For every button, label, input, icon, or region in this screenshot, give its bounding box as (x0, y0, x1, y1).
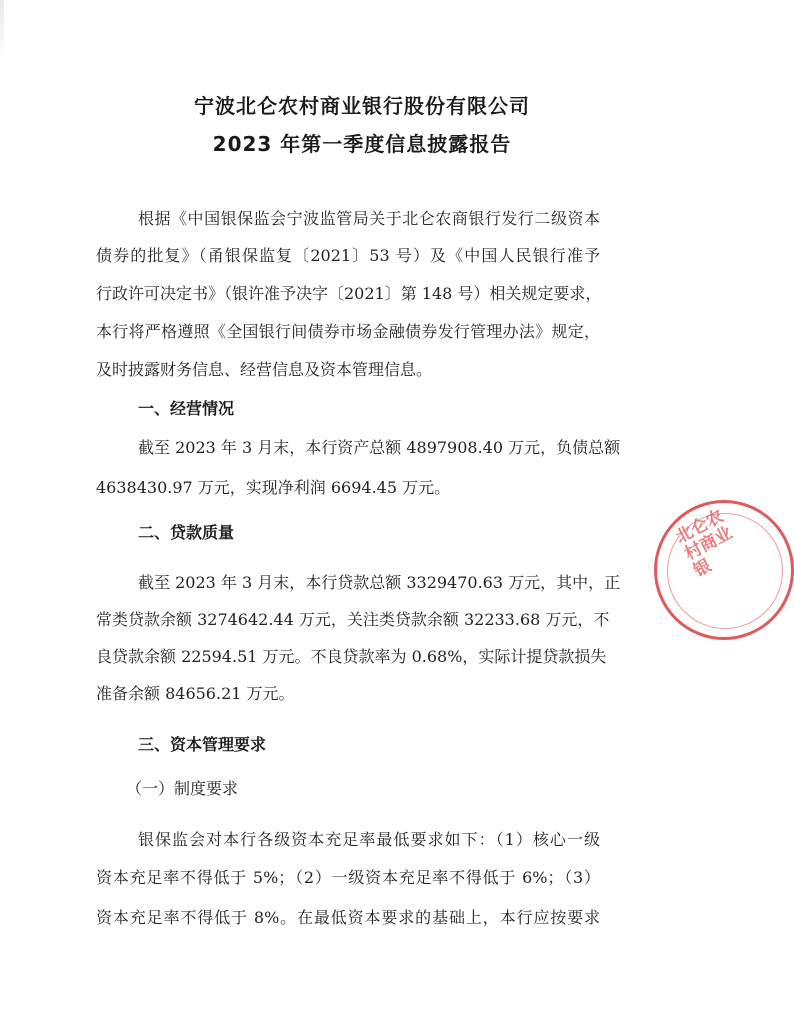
subsection-heading-policy: （一）制度要求 (126, 779, 239, 798)
scan-edge-mark (0, 0, 4, 60)
intro-line: 根据《中国银保监会宁波监管局关于北仑农商银行发行二级资本 (138, 209, 600, 228)
intro-line: 本行将严格遵照《全国银行间债券市场金融债券发行管理办法》规定， (96, 322, 600, 341)
section-heading-loan-quality: 二、贷款质量 (138, 523, 235, 542)
seal-text: 北仑农村商业银 (672, 506, 736, 582)
operations-line: 截至 2023 年 3 月末，本行资产总额 4897908.40 万元，负债总额 (138, 438, 621, 457)
loan-quality-line: 准备余额 84656.21 万元。 (96, 684, 295, 703)
section-heading-capital: 三、资本管理要求 (138, 735, 267, 754)
capital-line: 资本充足率不得低于 8%。在最低资本要求的基础上，本行应按要求 (96, 908, 600, 927)
capital-line: 资本充足率不得低于 5%；（2）一级资本充足率不得低于 6%；（3） (96, 868, 600, 887)
intro-line: 行政许可决定书》（银许准予决字〔2021〕第 148 号）相关规定要求， (96, 284, 602, 303)
operations-line: 4638430.97 万元，实现净利润 6694.45 万元。 (96, 478, 451, 497)
loan-quality-line: 良贷款余额 22594.51 万元。不良贷款率为 0.68%，实际计提贷款损失 (96, 647, 607, 666)
intro-line: 及时披露财务信息、经营信息及资本管理信息。 (96, 360, 433, 379)
loan-quality-line: 截至 2023 年 3 月末，本行贷款总额 3329470.63 万元，其中，正 (138, 573, 621, 592)
document-title-report: 2023 年第一季度信息披露报告 (212, 132, 512, 156)
document-title-company: 宁波北仑农村商业银行股份有限公司 (194, 94, 530, 118)
section-heading-operations: 一、经营情况 (138, 399, 235, 418)
capital-line: 银保监会对本行各级资本充足率最低要求如下：（1）核心一级 (138, 830, 600, 849)
official-seal (654, 500, 794, 640)
loan-quality-line: 常类贷款余额 3274642.44 万元，关注类贷款余额 32233.68 万元，不 (96, 610, 610, 629)
intro-line: 债券的批复》（甬银保监复〔2021〕53 号）及《中国人民银行准予 (96, 246, 600, 265)
